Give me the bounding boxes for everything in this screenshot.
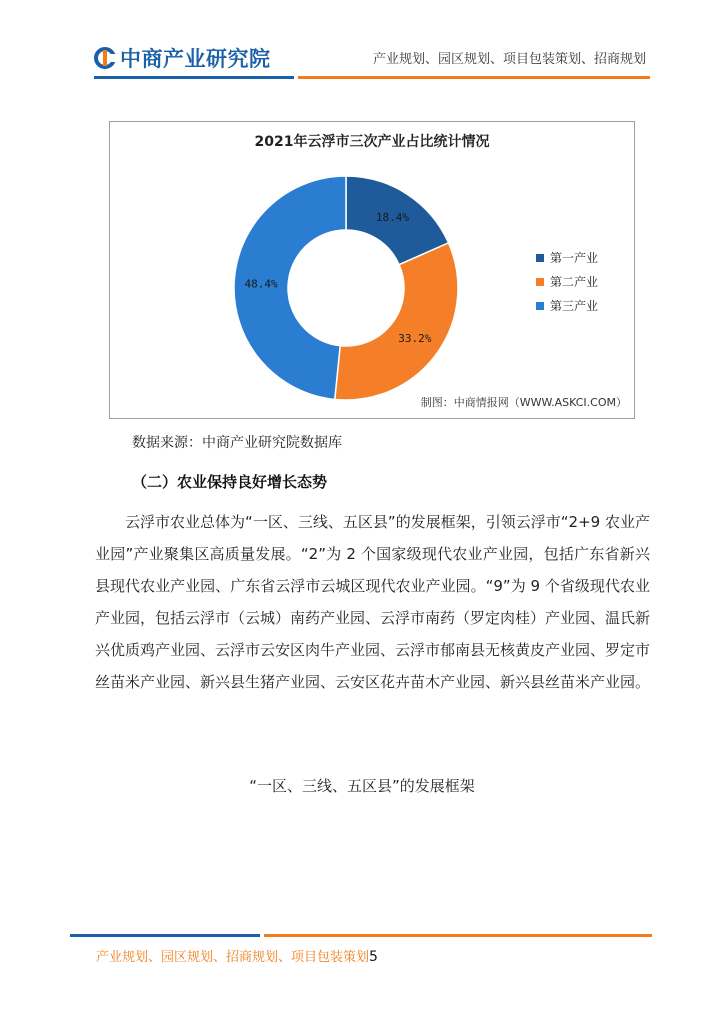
chart-credit: 制图：中商情报网（WWW.ASKCI.COM） bbox=[420, 396, 627, 409]
footer bbox=[96, 946, 378, 965]
slice-value-label-2: 33.2% bbox=[398, 331, 432, 345]
page-number: 5 bbox=[369, 949, 378, 965]
figure-caption: “一区、三线、五区县”的发展框架 bbox=[249, 777, 475, 795]
footer-slogan: 产业规划、园区规划、招商规划、项目包装策划 bbox=[96, 950, 370, 965]
header-divider-blue bbox=[94, 76, 294, 79]
company-logo bbox=[94, 44, 271, 72]
legend-swatch-1 bbox=[536, 254, 544, 262]
chart-title: 2021年云浮市三次产业占比统计情况 bbox=[254, 134, 490, 150]
legend-label-2: 第二产业 bbox=[550, 275, 599, 289]
logo-text: 中商产业研究院 bbox=[120, 47, 271, 71]
legend-label-3: 第三产业 bbox=[550, 299, 599, 313]
legend-swatch-3 bbox=[536, 302, 544, 310]
logo-mark-icon bbox=[94, 47, 116, 69]
page-header bbox=[0, 0, 724, 90]
slice-value-label-1: 18.4% bbox=[375, 210, 410, 224]
legend-swatch-2 bbox=[536, 278, 544, 286]
header-slogan: 产业规划、园区规划、项目包装策划、招商规划 bbox=[372, 52, 646, 67]
footer-divider-orange bbox=[264, 934, 652, 937]
donut-chart bbox=[110, 122, 634, 418]
header-divider-orange bbox=[298, 76, 650, 79]
body-paragraph: 云浮市农业总体为“一区、三线、五区县”的发展框架，引领云浮市“2+9 农业产业园”产业聚集区高质量发展。“2”为 2 个国家级现代农业产业园，包括广东省新兴县现代农业产业园、广东省云浮市云城区现代农业产业园。“9”为 9 个省级现代农业产业园，包括云浮市（云城）南药产业园、云浮市南药（罗定肉桂）产业园、温氏新兴优质鸡产业园、云浮市云安区肉牛产业园、云浮市郁南县无核黄皮产业园、罗定市丝苗米产业园、新兴县生猪产业园、云安区花卉苗木产业园、新兴县丝苗米产业园。 bbox=[95, 513, 651, 691]
section-heading: （二）农业保持良好增长态势 bbox=[132, 473, 328, 491]
footer-divider-blue bbox=[70, 934, 260, 937]
chart-frame bbox=[109, 121, 635, 419]
data-source-note: 数据来源：中商产业研究院数据库 bbox=[132, 435, 342, 451]
legend-label-1: 第一产业 bbox=[550, 251, 599, 265]
donut-slice-2 bbox=[335, 243, 458, 400]
slice-value-label-3: 48.4% bbox=[244, 277, 278, 291]
